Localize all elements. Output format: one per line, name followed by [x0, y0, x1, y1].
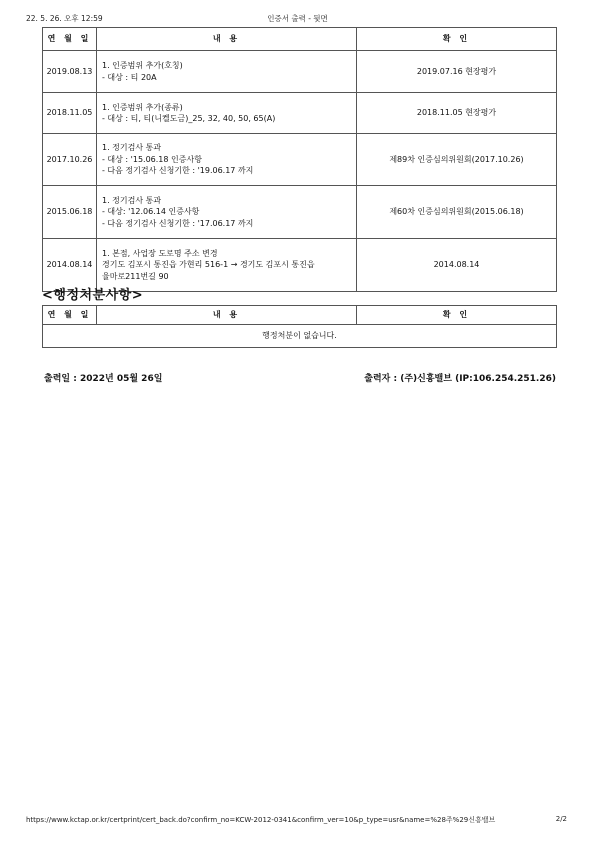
content-line: - 다음 정기검사 신청기한 : '19.06.17 까지 — [102, 166, 254, 176]
page-url: https://www.kctap.or.kr/certprint/cert_back.do?confirm_no=KCW-2012-0341&confirm_ver=10&p_type=usr&name=%28주%29신흥밸브 — [26, 816, 496, 824]
admin-section-title: <행정처분사항> — [42, 288, 144, 303]
column-header-date: 연 월 일 — [43, 306, 97, 325]
column-header-content: 내 용 — [97, 28, 357, 51]
print-header — [0, 13, 595, 25]
page-number: 2/2 — [555, 815, 567, 823]
history-header-row — [43, 28, 557, 51]
print-datetime: 22. 5. 26. 오후 12:59 — [26, 14, 103, 23]
document-title: 인증서 출력 - 뒷면 — [267, 14, 328, 23]
table-row — [43, 325, 557, 348]
content-line: 1. 정기검사 통과 — [102, 195, 162, 205]
content-line: 1. 정기검사 통과 — [102, 143, 162, 153]
content-line: 1. 본점, 사업장 도로명 주소 변경 — [102, 248, 218, 258]
table-row — [43, 134, 557, 186]
row-content — [97, 93, 357, 134]
content-line: - 대상 : 티, 티(니켈도금)_25, 32, 40, 50, 65(A) — [102, 114, 276, 123]
column-header-date: 연 월 일 — [43, 28, 97, 51]
content-line: 경기도 김포시 통진읍 가현리 516-1 → 경기도 김포시 통진읍 — [102, 260, 315, 270]
row-confirm: 제60차 인증심의위원회(2015.06.18) — [357, 186, 557, 239]
row-confirm: 2019.07.16 현장평가 — [357, 51, 557, 93]
content-line: - 대상 : '15.06.18 인증사항 — [102, 154, 202, 164]
column-header-content: 내 용 — [97, 306, 357, 325]
content-line: - 대상 : 티 20A — [102, 72, 157, 82]
row-date: 2014.08.14 — [43, 239, 97, 292]
row-date: 2019.08.13 — [43, 51, 97, 93]
row-date: 2018.11.05 — [43, 93, 97, 134]
row-content — [97, 134, 357, 186]
column-header-confirm: 확 인 — [357, 306, 557, 325]
row-date: 2015.06.18 — [43, 186, 97, 239]
row-content — [97, 186, 357, 239]
content-line: 율마로211번길 90 — [102, 271, 169, 281]
row-date: 2017.10.26 — [43, 134, 97, 186]
table-row — [43, 51, 557, 93]
content-line: 1. 인증범위 추가(종류) — [102, 102, 183, 112]
table-row — [43, 93, 557, 134]
empty-message: 행정처분이 없습니다. — [43, 325, 557, 348]
administrative-action-table — [42, 305, 557, 348]
row-content — [97, 51, 357, 93]
content-line: - 대상: '12.06.14 인증사항 — [102, 207, 200, 217]
table-row — [43, 186, 557, 239]
row-confirm: 2014.08.14 — [357, 239, 557, 292]
column-header-confirm: 확 인 — [357, 28, 557, 51]
admin-header-row — [43, 306, 557, 325]
certification-history-table — [42, 27, 557, 292]
content-line: - 다음 정기검사 신청기한 : '17.06.17 까지 — [102, 218, 254, 228]
issuer: 출력자 : (주)신흥밸브 (IP:106.254.251.26) — [364, 374, 556, 384]
row-confirm: 2018.11.05 현장평가 — [357, 93, 557, 134]
issue-date: 출력일 : 2022년 05월 26일 — [44, 374, 163, 384]
row-confirm: 제89차 인증심의위원회(2017.10.26) — [357, 134, 557, 186]
content-line: 1. 인증범위 추가(호칭) — [102, 61, 183, 70]
